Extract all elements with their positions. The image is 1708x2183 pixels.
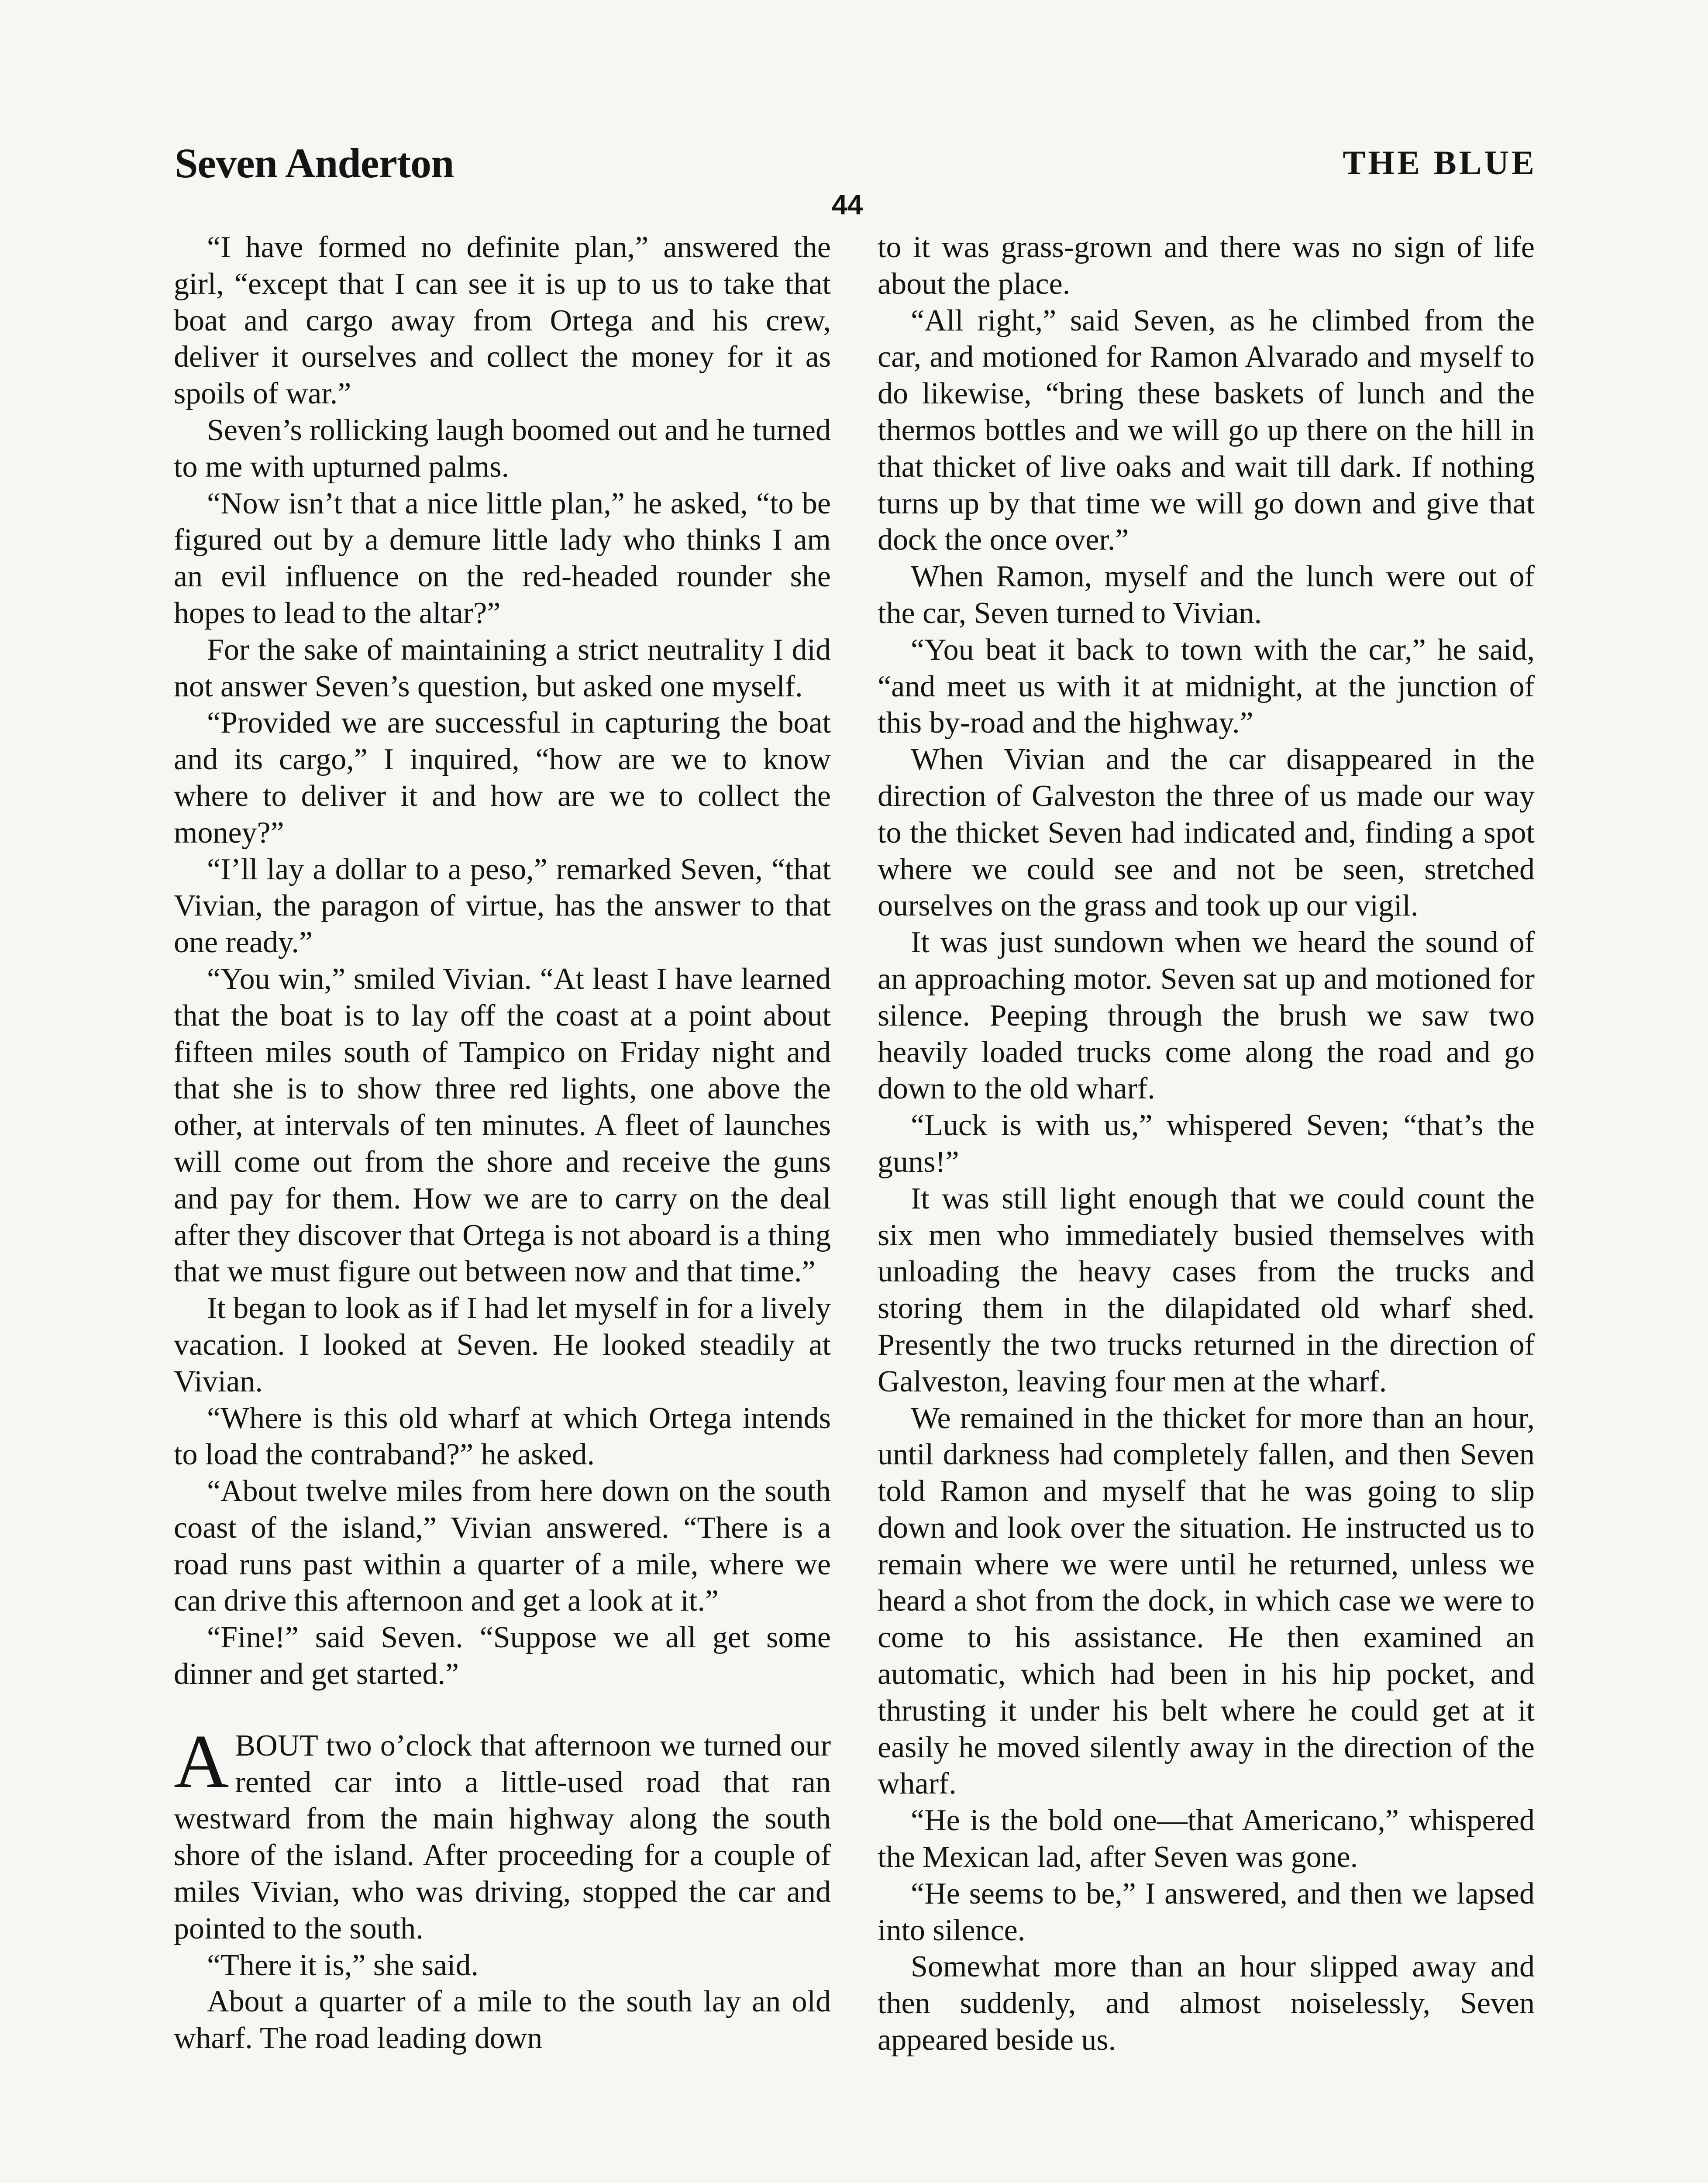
paragraph: It was still light enough that we could count the six men who immediately busied themselves with unloading the heavy cases from the trucks and storing them in the dilapidated old wharf shed. Presently the two trucks returned in the direction of Galveston, leaving four men at the wharf. (878, 1181, 1535, 1398)
paragraph: “He seems to be,” I answered, and then we lapsed into silence. (878, 1877, 1535, 1947)
paragraph: “He is the bold one—that Americano,” whispered the Mexican lad, after Seven was gone. (878, 1804, 1535, 1874)
paragraph-continuation: to it was grass-grown and there was no sign of life about the place. (878, 231, 1535, 301)
paragraph: When Vivian and the car disappeared in the direction of Galveston the three of us made our way to the thicket Seven had indicated and, finding a spot where we could see and not be seen, stretched ourselves on the grass and took up our vigil. (878, 743, 1535, 923)
paragraph: “I’ll lay a dollar to a peso,” remarked Seven, “that Vivian, the paragon of virtue, has the answer to that one ready.” (174, 852, 831, 960)
paragraph: “Provided we are successful in capturing the boat and its cargo,” I inquired, “how are we to know where to deliver it and how are we to collect the money?” (174, 706, 831, 850)
page-number: 44 (832, 189, 863, 220)
paragraph: Somewhat more than an hour slipped away and then suddenly, and almost noiselessly, Seven appeared beside us. (878, 1950, 1535, 2057)
drop-cap: A (174, 1718, 229, 1804)
paragraph: “I have formed no definite plan,” answered the girl, “except that I can see it is up to us to take that boat and cargo away from Ortega and his crew, deliver it ourselves and collect the money for it as spoils of war.” (174, 231, 831, 411)
paragraph: “You win,” smiled Vivian. “At least I have learned that the boat is to lay off the coast at a point about fifteen miles south of Tampico on Friday night and that she is to show three red lights, one above the other, at intervals of ten minutes. A fleet of launches will come out from the shore and receive the guns and pay for them. How we are to carry on the deal after they discover that Ortega is not aboard is a thing that we must figure out between now and that time.” (174, 962, 831, 1289)
paragraph: “There it is,” she said. (207, 1948, 479, 1982)
section-opening-text: BOUT two o’clock that afternoon we turned our rented car into a little-used road that ran westward from the main highway along the south shore of the island. After proceeding for a couple of miles Vivian, who was driving, stopped the car and pointed to the south. (174, 1728, 831, 1945)
paragraph: “Now isn’t that a nice little plan,” he asked, “to be figured out by a demure little lady who thinks I am an evil influence on the red-headed rounder she hopes to lead to the altar?” (174, 486, 831, 630)
paragraph: It began to look as if I had let myself in for a lively vacation. I looked at Seven. He looked steadily at Vivian. (174, 1291, 831, 1398)
left-text-column (174, 229, 831, 2057)
story-title-header: Seven Anderton (175, 140, 454, 186)
paragraph: We remained in the thicket for more than an hour, until darkness had completely fallen, and then Seven told Ramon and myself that he was going to slip down and look over the situation. He instructed us to remain where we were until he returned, unless we heard a shot from the dock, in which case we were to come to his assistance. He then examined an automatic, which had been in his hip pocket, and thrusting it under his belt where he could get at it easily he moved silently away in the direction of the wharf. (878, 1401, 1535, 1801)
right-text-column (878, 229, 1535, 2059)
paragraph: “Luck is with us,” whispered Seven; “that’s the guns!” (878, 1109, 1535, 1179)
paragraph: About a quarter of a mile to the south lay an old wharf. The road leading down (174, 1985, 831, 2056)
paragraph: It was just sundown when we heard the sound of an approaching motor. Seven sat up and motioned for silence. Peeping through the brush we saw two heavily loaded trucks come along the road and go down to the old wharf. (878, 926, 1535, 1106)
paragraph: “Fine!” said Seven. “Suppose we all get some dinner and get started.” (174, 1621, 831, 1691)
section-opening-paragraph (174, 1718, 831, 1947)
magazine-title-header: THE BLUE (1343, 144, 1537, 182)
paragraph: “About twelve miles from here down on the south coast of the island,” Vivian answered. “There is a road runs past within a quarter of a mile, where we can drive this afternoon and get a look at it.” (174, 1474, 831, 1618)
paragraph: “Where is this old wharf at which Ortega intends to load the contraband?” he asked. (174, 1401, 831, 1472)
paragraph: When Ramon, myself and the lunch were out of the car, Seven turned to Vivian. (878, 560, 1535, 630)
paragraph: “You beat it back to town with the car,” he said, “and meet us with it at midnight, at the junction of this by-road and the highway.” (878, 633, 1535, 740)
paragraph: Seven’s rollicking laugh boomed out and he turned to me with upturned palms. (174, 413, 831, 484)
paragraph: For the sake of maintaining a strict neutrality I did not answer Seven’s question, but asked one myself. (174, 633, 831, 703)
paragraph: “All right,” said Seven, as he climbed from the car, and motioned for Ramon Alvarado and myself to do likewise, “bring these baskets of lunch and the thermos bottles and we will go up there on the hill in that thicket of live oaks and wait till dark. If nothing turns up by that time we will go down and give that dock the once over.” (878, 303, 1535, 557)
